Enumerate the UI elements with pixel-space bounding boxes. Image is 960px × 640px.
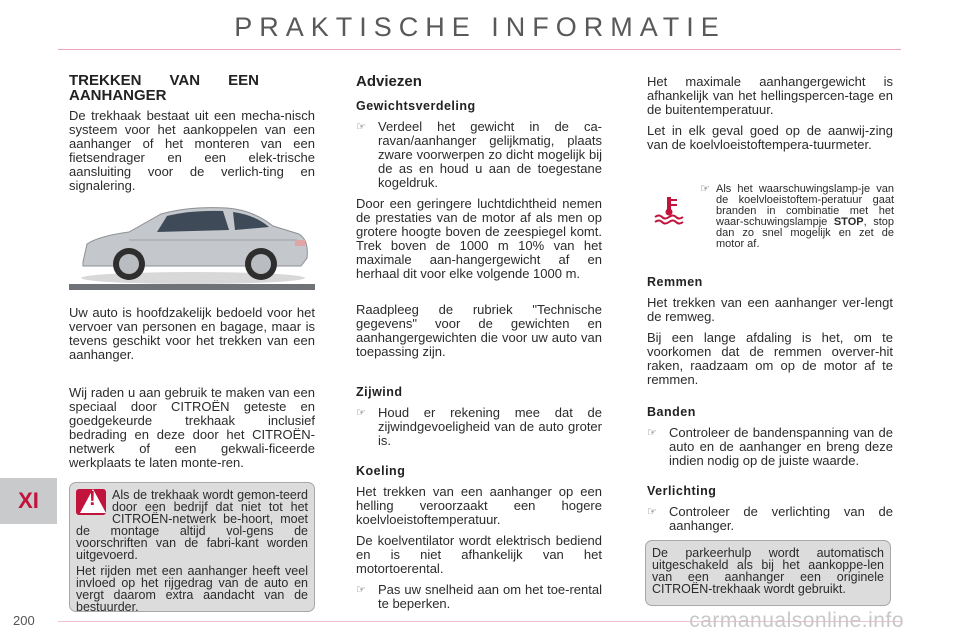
page-title: PRAKTISCHE INFORMATIE bbox=[234, 12, 726, 42]
chapter-tab: XI bbox=[0, 478, 57, 524]
column-1 bbox=[69, 73, 315, 200]
brakes-paragraph-2: Bij een lange afdaling is het, om te voorkomen dat de remmen overver-hit raken, raadzaam om op de motor af te remmen. bbox=[647, 330, 893, 387]
pointing-hand-icon: ☞ bbox=[647, 506, 657, 518]
pointing-hand-icon: ☞ bbox=[647, 427, 657, 439]
column-3 bbox=[647, 75, 893, 159]
list-item: ☞ Controleer de bandenspanning van de auto en de aanhanger en breng deze indien nodig op de juiste waarde. bbox=[647, 425, 893, 468]
pointing-hand-icon: ☞ bbox=[700, 183, 710, 195]
brakes-heading: Remmen bbox=[647, 275, 703, 289]
coolant-temperature-icon bbox=[652, 195, 686, 225]
crosswind-heading: Zijwind bbox=[356, 385, 403, 399]
cooling-paragraph-2: De koelventilator wordt elektrisch bediend en is niet afhankelijk van het motortoerental. bbox=[356, 533, 602, 576]
lighting-heading: Verlichting bbox=[647, 484, 717, 498]
header-divider bbox=[58, 49, 901, 50]
warning-note-text-2: Het rijden met een aanhanger heeft veel invloed op het rijgedrag van de auto en vergt daarom extra aandacht van de bestuurder. bbox=[76, 564, 308, 614]
coolant-warning-text: Als het waarschuwingslamp-je van de koelvloeistoftem-peratuur gaat branden in combinatie met het waar-schuwingslampje bbox=[716, 183, 894, 228]
page-number: 200 bbox=[13, 613, 35, 628]
cooling-paragraph-1: Het trekken van een aanhanger op een helling veroorzaakt een hogere koelvloeistoftemperatuur. bbox=[356, 484, 602, 527]
reference-paragraph: Raadpleeg de rubriek "Technische gegevens" voor de gewichten en aanhangergewichten die voor uw auto van toepassing zijn. bbox=[356, 302, 602, 359]
usage-paragraph: Uw auto is hoofdzakelijk bedoeld voor het vervoer van personen en bagage, maar is tevens geschikt voor het trekken van een aanhanger. bbox=[69, 305, 315, 362]
pointing-hand-icon: ☞ bbox=[356, 407, 366, 419]
list-item: ☞ Verdeel het gewicht in de ca-ravan/aanhanger gelijkmatig, plaats zware voorwerpen zo dicht mogelijk bij de as en houd u aan de toegestane kogeldruk. bbox=[356, 119, 602, 190]
column-2 bbox=[356, 75, 602, 618]
max-weight-paragraph: Het maximale aanhangergewicht is afhankelijk van het hellingspercen-tage en de buitentemperatuur. bbox=[647, 74, 893, 117]
list-item: ☞ Controleer de verlichting van de aanhanger. bbox=[647, 504, 893, 533]
parking-assist-text: De parkeerhulp wordt automatisch uitgeschakeld als bij het aankoppe-len van een aanhanger een originele CITROËN-trekhaak wordt gebruikt. bbox=[652, 546, 884, 596]
weight-distribution-heading: Gewichtsverdeling bbox=[356, 99, 476, 113]
section-heading: TREKKEN VAN EEN AANHANGER bbox=[69, 72, 259, 104]
warning-note bbox=[69, 482, 315, 612]
brakes-paragraph-1: Het trekken van een aanhanger ver-lengt de remweg. bbox=[647, 295, 893, 324]
pointing-hand-icon: ☞ bbox=[356, 121, 366, 133]
column-1-lower bbox=[69, 306, 315, 477]
cooling-heading: Koeling bbox=[356, 464, 406, 478]
column-3-lower bbox=[647, 275, 893, 540]
exclamation-triangle-icon: ! bbox=[76, 489, 106, 515]
coolant-warning bbox=[700, 184, 894, 250]
gauge-paragraph: Let in elk geval goed op de aanwij-zing van de koelvloeistoftempera-tuurmeter. bbox=[647, 123, 893, 152]
altitude-paragraph: Door een geringere luchtdichtheid nemen de prestaties van de motor af als men op grotere hoogte boven de zeespiegel komt. Trek boven de 1000 m 10% van het maximale aan-hangergewicht af en herhaal dit voor elke volgende 1000 m. bbox=[356, 196, 602, 281]
list-item: ☞ Pas uw snelheid aan om het toe-rental te beperken. bbox=[356, 582, 602, 611]
stop-label: STOP bbox=[833, 216, 864, 228]
tyres-heading: Banden bbox=[647, 405, 696, 419]
intro-paragraph: De trekhaak bestaat uit een mecha-nisch systeem voor het aankoppelen van een aanhanger of het monteren van een fietsendrager en een elek-trische aansluiting voor de verlich-ting en signalering. bbox=[69, 108, 315, 193]
advice-heading: Adviezen bbox=[356, 73, 422, 90]
pointing-hand-icon: ☞ bbox=[356, 584, 366, 596]
coolant-warning-text-end: , stop dan zo snel mogelijk en zet de motor af. bbox=[716, 216, 895, 250]
watermark: carmanualsonline.info bbox=[689, 609, 904, 632]
parking-assist-note bbox=[645, 540, 891, 606]
recommendation-paragraph: Wij raden u aan gebruik te maken van een speciaal door CITROËN geteste en goedgekeurde trekhaak inclusief bedrading en deze door het CITROËN-netwerk of een gekwali-ficeerde werkplaats te laten monte-ren. bbox=[69, 385, 315, 470]
list-item: ☞ Houd er rekening mee dat de zijwindgevoeligheid van de auto groter is. bbox=[356, 405, 602, 448]
car-illustration bbox=[69, 196, 315, 292]
warning-note-text-1: Als de trekhaak wordt gemon-teerd door een bedrijf dat niet tot het CITROËN-netwerk be-hoort, moet de montage altijd vol-gens de voorschriften van de fabri-kant worden uitgevoerd. bbox=[76, 488, 308, 562]
